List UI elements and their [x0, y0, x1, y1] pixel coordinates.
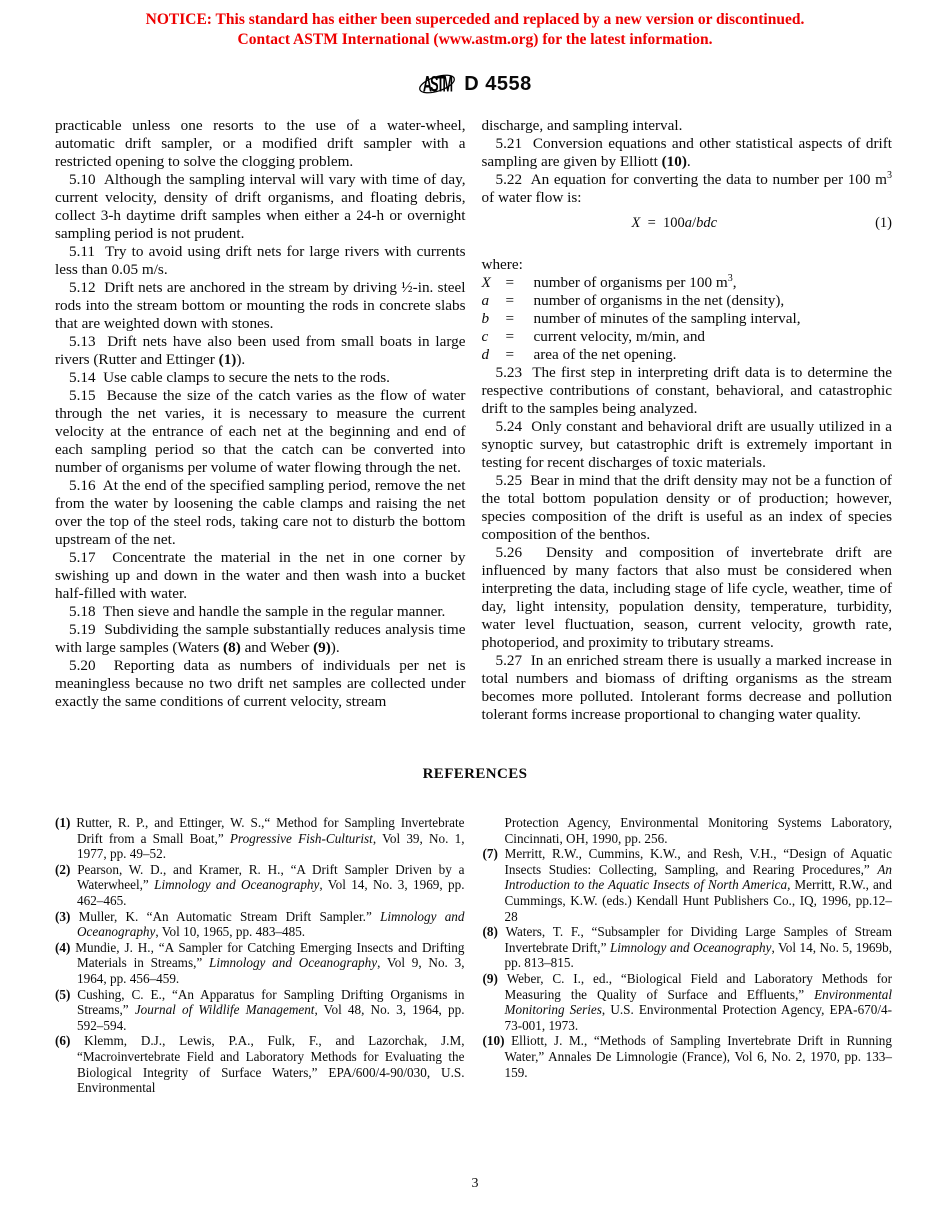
reference-item: (9) Weber, C. I., ed., “Biological Field and Laboratory Methods for Measuring the Quality of Surface and Effluents,” Environmental Monitoring Series, U.S. Environmental Protection Agency, EPA-670/4-73-001, 1973. [482, 970, 893, 1033]
equation-expression: X = 100a/bdc [631, 215, 718, 231]
reference-number: (7) [482, 846, 505, 862]
references-heading: REFERENCES [422, 766, 528, 782]
reference-item: (10) Elliott, J. M., “Methods of Sampling Invertebrate Drift in Running Water,” Annales De Limnologie (France), Vol 6, No. 2, 1970, pp. 133–159. [482, 1033, 892, 1080]
equation-variable-row: b = number of minutes of the sampling interval, [481, 310, 801, 327]
paragraph: 5.21 Conversion equations and other statistical aspects of drift sampling are given by Elliott (10). [481, 135, 892, 170]
equation-variable-row: a = number of organisms in the net (density), [481, 292, 785, 309]
paragraph: 5.23 The first step in interpreting drift data is to determine the respective contributions of constant, behavioral, and catastrophic drift to the samples being analyzed. [481, 364, 892, 417]
reference-item: (5) Cushing, C. E., “An Apparatus for Sampling Drifting Organisms in Streams,” Journal of Wildlife Management, Vol 48, No. 3, 1964, pp. 592–594. [55, 986, 465, 1033]
left-column [55, 117, 466, 724]
reference-item: (6) Klemm, D.J., Lewis, P.A., Fulk, F., and Lazorchak, J.M, “Macroinvertebrate Field and Laboratory Methods for Evaluating the Biological Integrity of Surface Waters,” EPA/600/4-90/030, U.S. Environmental [55, 1033, 465, 1096]
astm-globe-logo-icon [418, 65, 456, 103]
notice [0, 0, 950, 50]
body-columns [55, 117, 892, 724]
reference-item: (7) Merritt, R.W., Cummins, K.W., and Resh, V.H., “Design of Aquatic Insects Studies: Collecting, Sampling, and Rearing Procedures,” An Introduction to the Aquatic Insects of North America, Merritt, R.W., and Cummings, K.W. (eds.) Kendall Hunt Publishers Co., IQ, 1996, pp.12–28 [482, 846, 892, 924]
masthead [0, 65, 950, 103]
reference-item: (4) Mundie, J. H., “A Sampler for Catching Emerging Insects and Drifting Materials in Streams,” Limnology and Oceanography, Vol 9, No. 3, 1964, pp. 456–459. [55, 939, 465, 986]
equation-variable-row: X = number of organisms per 100 $m^3$, [481, 272, 737, 291]
paragraph: 5.19 Subdividing the sample substantially reduces analysis time with large samples (Waters (8) and Weber (9)). [55, 621, 466, 656]
right-column-top-paragraphs [482, 117, 893, 207]
paragraph: 5.17 Concentrate the material in the net in one corner by swishing up and down in the water and then wash into a bucket half-filled with water. [55, 549, 466, 602]
equation-variable-row: d = area of the net opening. [481, 346, 677, 363]
paragraph: 5.12 Drift nets are anchored in the stream by driving ½-in. steel rods into the stream bottom or mounting the rods in concrete slabs that are weighted down with stones. [55, 279, 466, 332]
standard-designation: D 4558 [464, 72, 532, 95]
notice-line-2: Contact ASTM International (www.astm.org) for the latest information. [237, 31, 713, 48]
paragraph: 5.20 Reporting data as numbers of individuals per net is meaningless because no two drift net samples are collected under exactly the same conditions of current velocity, stream [55, 657, 466, 710]
reference-number: (8) [482, 924, 506, 940]
paragraph: 5.18 Then sieve and handle the sample in the regular manner. [69, 603, 446, 620]
page-number: 3 [471, 1176, 479, 1191]
reference-item: (8) Waters, T. F., “Subsampler for Dividing Large Samples of Stream Invertebrate Drift,” Limnology and Oceanography, Vol 14, No. 5, 1969b, pp. 813–815. [482, 924, 892, 971]
reference-number: (1) [55, 815, 77, 830]
reference-number: (10) [482, 1033, 512, 1049]
reference-item: (3) Muller, K. “An Automatic Stream Drift Sampler.” Limnology and Oceanography, Vol 10, 1965, pp. 483–485. [55, 908, 465, 940]
reference-number: (6) [55, 1033, 85, 1049]
right-column-bottom-paragraphs [482, 364, 893, 724]
paragraph: 5.27 In an enriched stream there is usually a marked increase in total numbers and biomass of drifting organisms as the stream becomes more polluted. Intolerant forms decrease and pollution tolerant forms increase proportional to changing water quality. [481, 652, 892, 723]
paragraph: 5.26 Density and composition of invertebrate drift are influenced by many factors that also must be considered when interpreting the data, including stage of life cycle, weather, time of day, light intensity, population density, temperature, turbidity, water level fluctuation, season, current velocity, growth rate, photoperiod, and proximity to tributary streams. [481, 544, 892, 651]
paragraph: 5.22 An equation for converting the data to number per 100 $m^3$ of water flow is: [481, 169, 892, 206]
where-intro: where: [481, 256, 523, 273]
right-column [482, 117, 893, 724]
paragraph: 5.24 Only constant and behavioral drift are usually utilized in a synoptic survey, but catastrophic drift is extremely important in testing for recent discharges of toxic materials. [481, 418, 892, 471]
paragraph: 5.25 Bear in mind that the drift density may not be a function of the total bottom population density or of production; however, species composition of the drift is useful as an index of species composition of the benthos. [481, 472, 892, 543]
references-left-column [55, 815, 465, 1096]
reference-number: (3) [55, 908, 79, 924]
paragraph: 5.15 Because the size of the catch varies as the flow of water through the net varies, it is necessary to measure the current velocity at the entrance of each net at the beginning and end of each sampling period so that the catch can be converted into number of organisms per volume of water flowing through the net. [55, 387, 466, 476]
paragraph: discharge, and sampling interval. [481, 117, 683, 134]
svg-text:ASTM: ASTM [423, 72, 452, 97]
reference-item: (2) Pearson, W. D., and Kramer, R. H., “A Drift Sampler Driven by a Waterwheel,” Limnology and Oceanography, Vol 14, No. 3, 1969, pp. 462–465. [55, 861, 465, 908]
references-columns [55, 815, 892, 1096]
paragraph: practicable unless one resorts to the use of a water-wheel, automatic drift sampler, or a modified drift sampler with a restricted opening to solve the clogging problem. [55, 117, 466, 170]
equation-variable-row: c = current velocity, m/min, and [481, 328, 706, 345]
paragraph: 5.16 At the end of the specified sampling period, remove the net from the water by loosening the cable clamps and raising the net over the top of the steel rods, taking care not to disturb the bottom upstream of the net. [55, 477, 466, 548]
equation-number: (1) [875, 215, 892, 231]
left-column-paragraphs [55, 117, 466, 711]
where-list [482, 274, 893, 364]
paragraph: 5.13 Drift nets have also been used from small boats in large rivers (Rutter and Ettinger (1)). [55, 333, 466, 368]
paragraph: 5.10 Although the sampling interval will vary with time of day, current velocity, density of drift organisms, and floating debris, collect 3-h daytime drift samples when either a 24-h or overnight sampling period is not prudent. [55, 171, 466, 242]
equation-1 [482, 214, 893, 232]
reference-number: (9) [482, 970, 507, 986]
reference-number: (4) [55, 939, 76, 955]
reference-number: (5) [55, 986, 78, 1002]
notice-line-1: NOTICE: This standard has either been superceded and replaced by a new version or discontinued. [145, 11, 805, 28]
reference-number: (2) [55, 861, 78, 877]
references-right-column [483, 815, 893, 1096]
reference-item: (1) Rutter, R. P., and Ettinger, W. S.,“ Method for Sampling Invertebrate Drift from a Small Boat,” Progressive Fish-Culturist, Vol 39, No. 1, 1977, pp. 49–52. [55, 815, 465, 862]
reference-item: Protection Agency, Environmental Monitoring Systems Laboratory, Cincinnati, OH, 1990, pp. 256. [504, 815, 892, 846]
paragraph: 5.14 Use cable clamps to secure the nets to the rods. [69, 369, 390, 386]
paragraph: 5.11 Try to avoid using drift nets for large rivers with currents less than 0.05 m/s. [55, 243, 466, 278]
